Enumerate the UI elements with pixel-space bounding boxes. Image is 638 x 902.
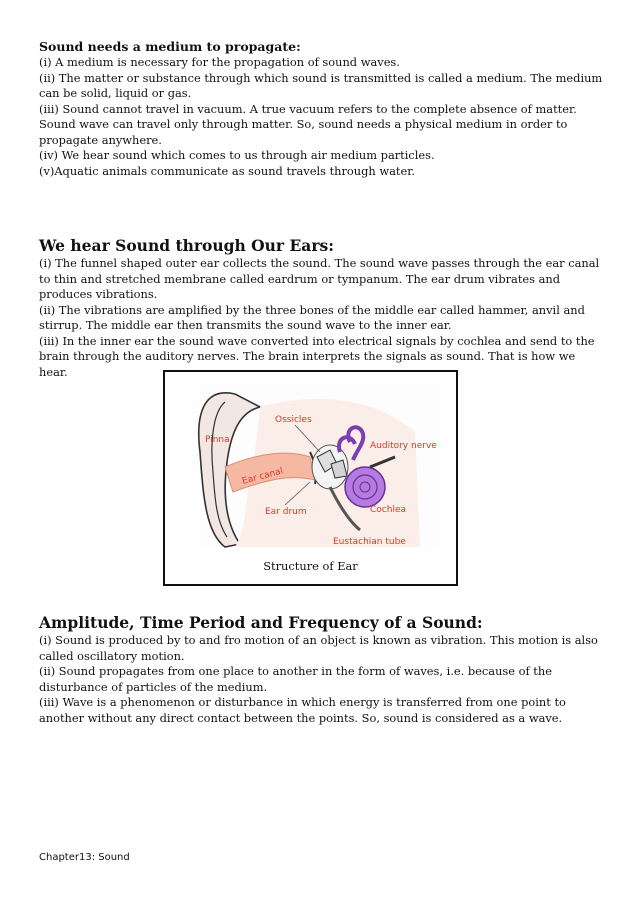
section-medium (39, 39, 604, 179)
section-amplitude-heading: Amplitude, Time Period and Frequency of a Sound: (39, 613, 483, 632)
paragraph: (iii) Sound cannot travel in vacuum. A true vacuum refers to the complete absence of matter. Sound wave can travel only through matter. So, sound needs a physical medium in order to propagate anywhere. (39, 101, 577, 147)
paragraph: (v)Aquatic animals communicate as sound travels through water. (39, 163, 416, 178)
ear-structure-figure (163, 370, 458, 586)
paragraph: (ii) Sound propagates from one place to another in the form of waves, i.e. because of the disturbance of particles of the medium. (39, 664, 552, 694)
section-ears-heading: We hear Sound through Our Ears: (39, 236, 334, 255)
ear-diagram (165, 372, 456, 552)
paragraph: (iii) Wave is a phenomenon or disturbance in which energy is transferred from one point to another without any direct contact between the points. So, sound is considered as a wave. (39, 695, 566, 725)
cochlea-label: Cochlea (370, 505, 406, 515)
paragraph: (ii) The vibrations are amplified by the three bones of the middle ear called hammer, anvil and stirrup. The middle ear then transmits the sound wave to the inner ear. (39, 302, 585, 332)
eustachian-tube-label: Eustachian tube (333, 537, 406, 547)
paragraph: (iii) In the inner ear the sound wave converted into electrical signals by cochlea and send to the brain through the auditory nerves. The brain interprets the signals as sound. That is how we hear. (39, 333, 595, 379)
auditory-nerve-label: Auditory nerve (370, 441, 437, 451)
section-amplitude (39, 613, 604, 726)
pinna-label: Pinna (205, 435, 230, 445)
ossicles-label: Ossicles (275, 415, 312, 425)
section-ears (39, 236, 604, 380)
cochlea-shape (345, 467, 385, 507)
paragraph: (i) The funnel shaped outer ear collects the sound. The sound wave passes through the ear canal to thin and stretched membrane called eardrum or tympanum. The ear drum vibrates and produces vibrations. (39, 256, 600, 301)
ear-canal-label: Ear canal (241, 466, 285, 487)
figure-caption: Structure of Ear (263, 559, 358, 573)
paragraph: (ii) The matter or substance through which sound is transmitted is called a medium. The medium can be solid, liquid or gas. (39, 70, 603, 100)
page-footer: Chapter13: Sound (39, 852, 130, 863)
paragraph: (i) A medium is necessary for the propagation of sound waves. (39, 55, 400, 69)
section-medium-heading: Sound needs a medium to propagate: (39, 39, 301, 54)
paragraph: (iv) We hear sound which comes to us through air medium particles. (39, 148, 435, 162)
ear-drum-label: Ear drum (265, 507, 307, 517)
paragraph: (i) Sound is produced by to and fro motion of an object is known as vibration. This motion is also called oscillatory motion. (39, 633, 598, 663)
